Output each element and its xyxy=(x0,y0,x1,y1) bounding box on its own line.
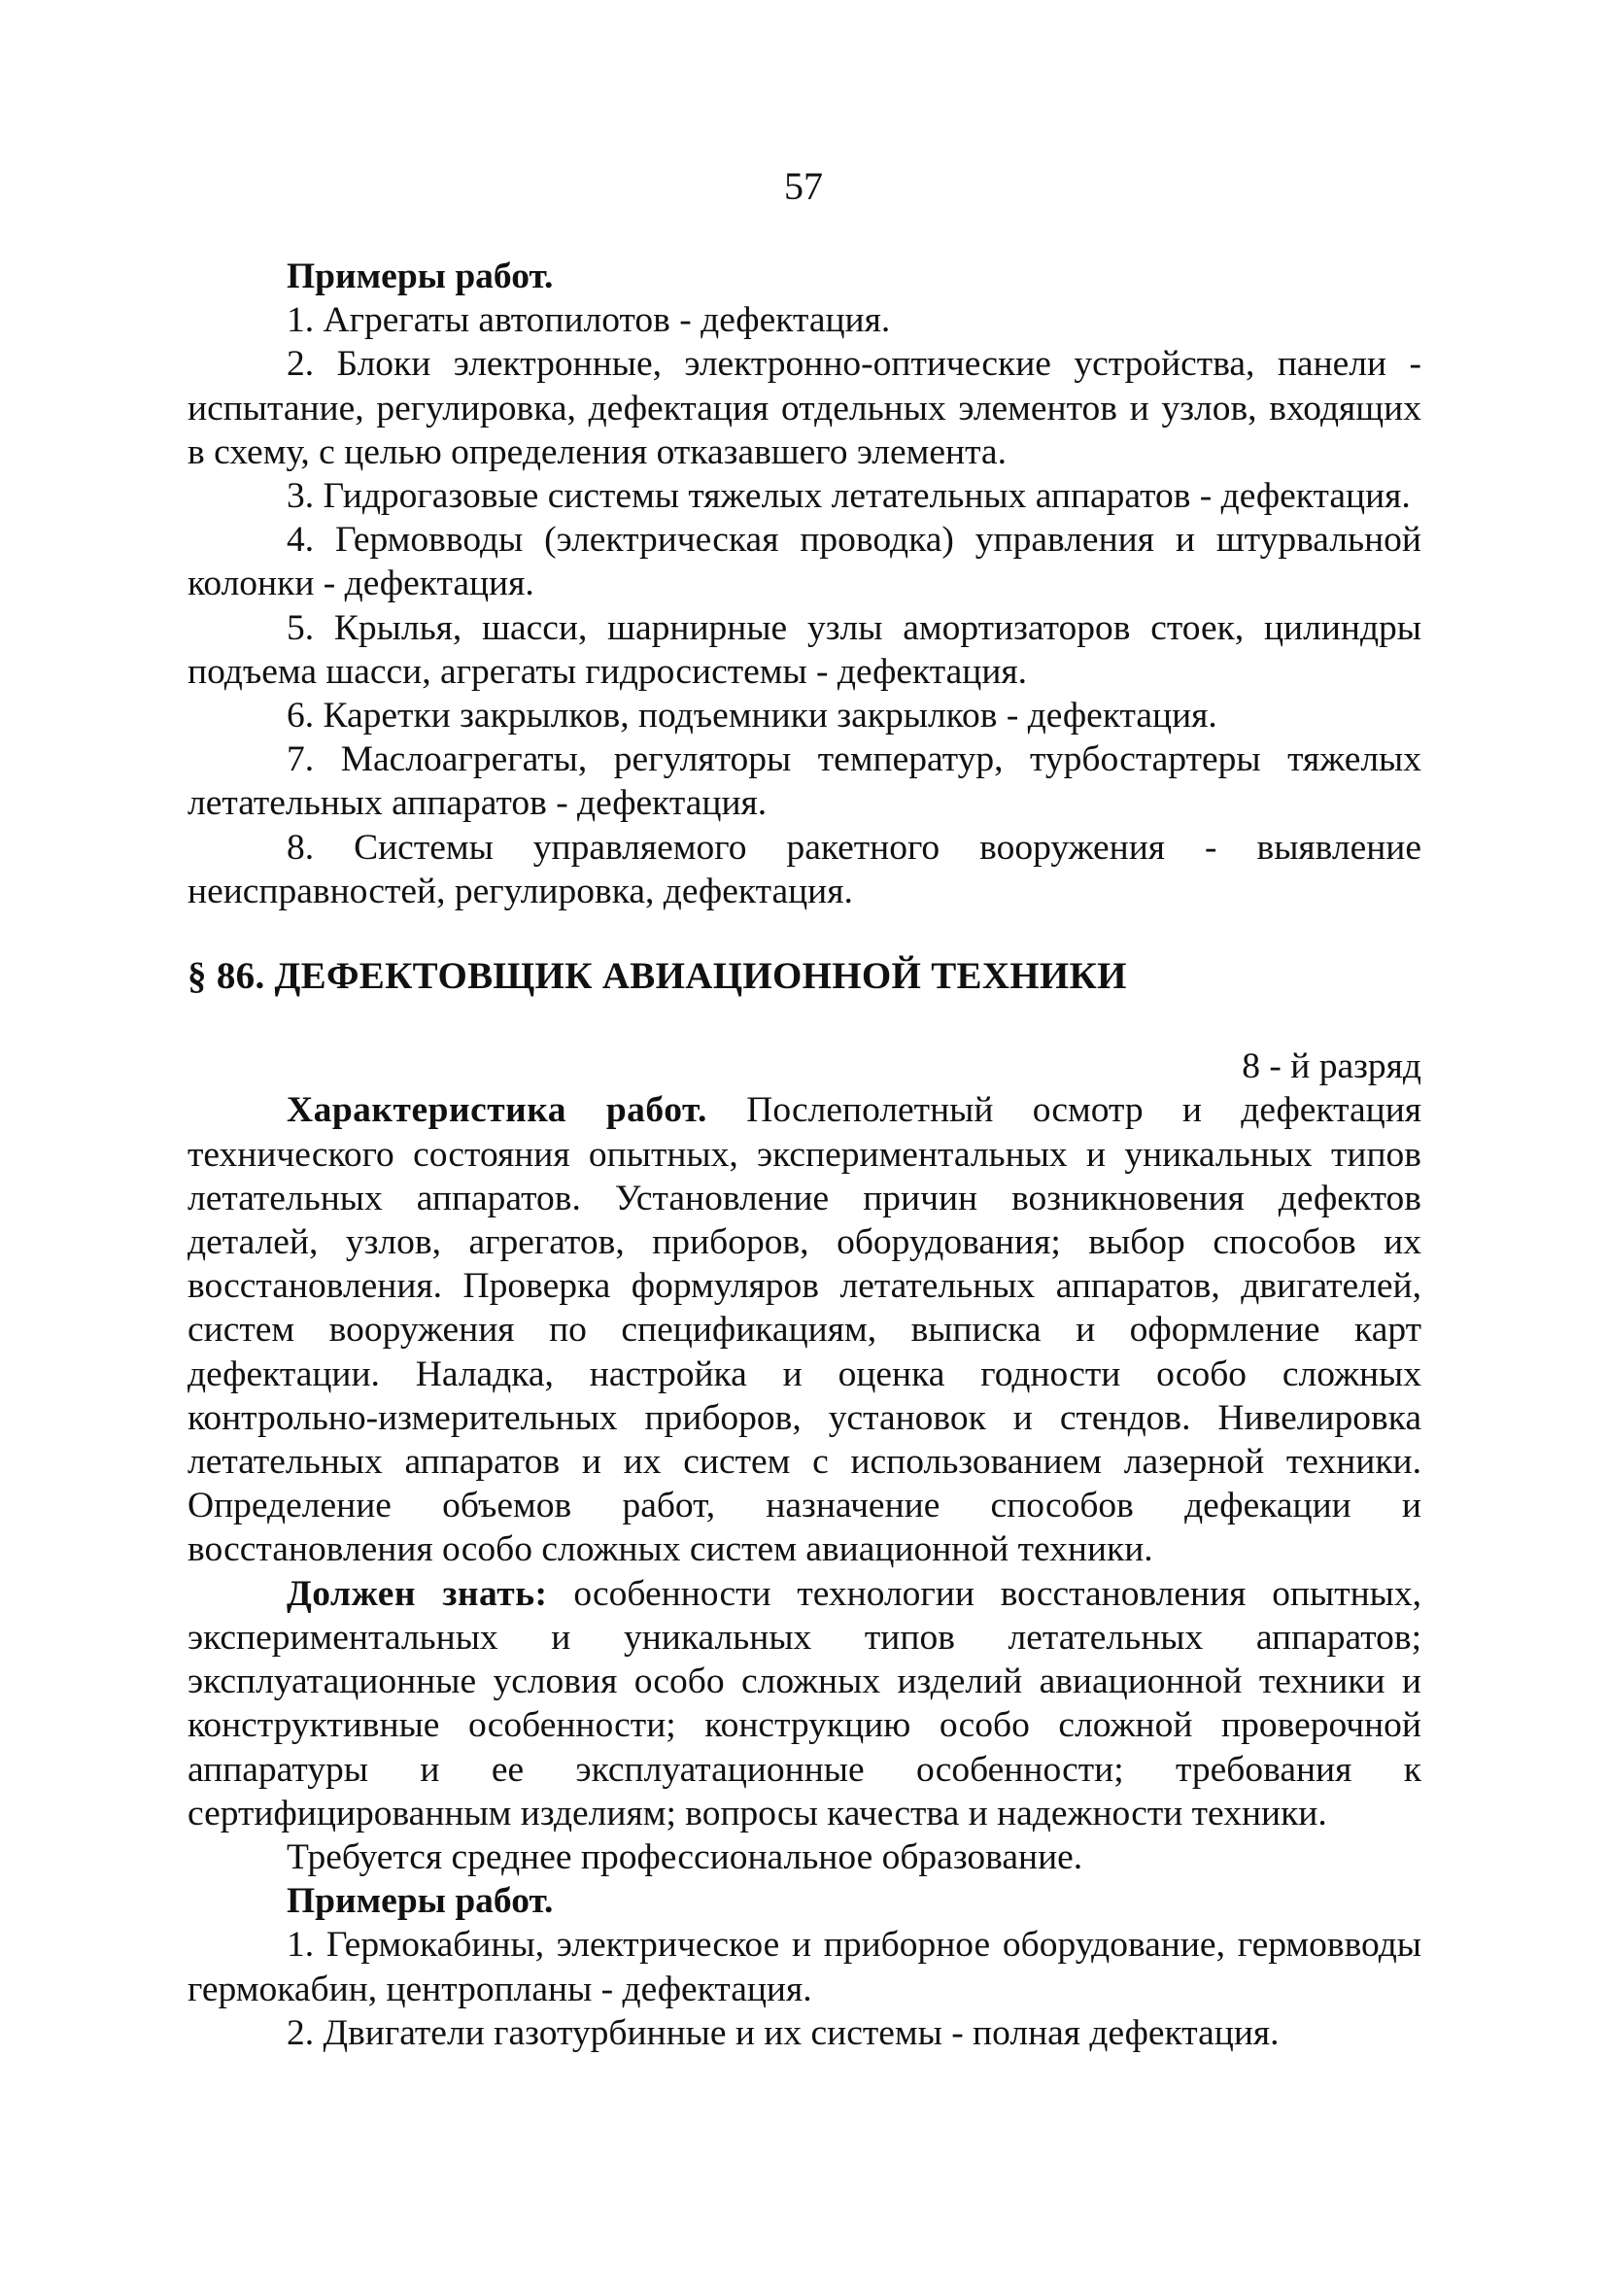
example-item-6: 6. Каретки закрылков, подъемники закрылков - дефектация. xyxy=(287,696,1217,737)
page-content xyxy=(188,255,1421,2055)
section-example-item-2: 2. Двигатели газотурбинные и их системы - полная дефектация. xyxy=(287,2012,1280,2053)
education-requirement: Требуется среднее профессиональное образование. xyxy=(287,1836,1083,1877)
characteristics-label: Характеристика работ. xyxy=(287,1090,707,1131)
characteristics-paragraph xyxy=(188,1088,1421,1571)
example-item-3: 3. Гидрогазовые системы тяжелых летательных аппаратов - дефектация. xyxy=(287,476,1411,517)
example-item-5: 5. Крылья, шасси, шарнирные узлы амортизаторов стоек, цилиндры подъема шасси, агрегаты гидросистемы - дефектация. xyxy=(188,607,1421,692)
example-item-7: 7. Маслоагрегаты, регуляторы температур, турбостартеры тяжелых летательных аппаратов - дефектация. xyxy=(188,739,1421,824)
characteristics-text: Послеполетный осмотр и дефектация технического состояния опытных, экспериментальных и уникальных типов летательных аппаратов. Установление причин возникновения дефектов деталей, узлов, агрегатов, приборов, оборудования; выбор способов их восстановления. Проверка формуляров летательных аппаратов, двигателей, систем вооружения по спецификациям, выписка и оформление карт дефектации. Наладка, настройка и оценка годности особо сложных контрольно-измерительных приборов, установок и стендов. Нивелировка летательных аппаратов и их систем с использованием лазерной техники. Определение объемов работ, назначение способов дефекации и восстановления особо сложных систем авиационной техники. xyxy=(188,1090,1422,1570)
example-item-2: 2. Блоки электронные, электронно-оптические устройства, панели - испытание, регулировка, дефектация отдельных элементов и узлов, входящих в схему, с целью определения отказавшего элемента. xyxy=(188,344,1421,472)
section-heading: § 86. ДЕФЕКТОВЩИК АВИАЦИОННОЙ ТЕХНИКИ xyxy=(188,955,1127,998)
section-examples-title: Примеры работ. xyxy=(287,1881,554,1922)
example-item-4: 4. Гермовводы (электрическая проводка) управления и штурвальной колонки - дефектация. xyxy=(188,520,1421,604)
example-item-1: 1. Агрегаты автопилотов - дефектация. xyxy=(287,300,891,341)
section-example-item-1: 1. Гермокабины, электрическое и приборное оборудование, гермовводы гермокабин, центропланы - дефектация. xyxy=(188,1925,1421,2009)
page-number: 57 xyxy=(784,164,823,208)
knowledge-label: Должен знать: xyxy=(287,1573,548,1614)
section-grade: 8 - й разряд xyxy=(1242,1046,1421,1087)
example-item-8: 8. Системы управляемого ракетного вооружения - выявление неисправностей, регулировка, дефектация. xyxy=(188,827,1421,911)
knowledge-text: особенности технологии восстановления опытных, экспериментальных и уникальных типов летательных аппаратов; эксплуатационные условия особо сложных изделий авиационной техники и конструктивные особенности; конструкцию особо сложной проверочной аппаратуры и ее эксплуатационные особенности; требования к сертифицированным изделиям; вопросы качества и надежности техники. xyxy=(188,1573,1421,1833)
examples-title: Примеры работ. xyxy=(287,257,554,296)
knowledge-paragraph xyxy=(188,1572,1421,1835)
